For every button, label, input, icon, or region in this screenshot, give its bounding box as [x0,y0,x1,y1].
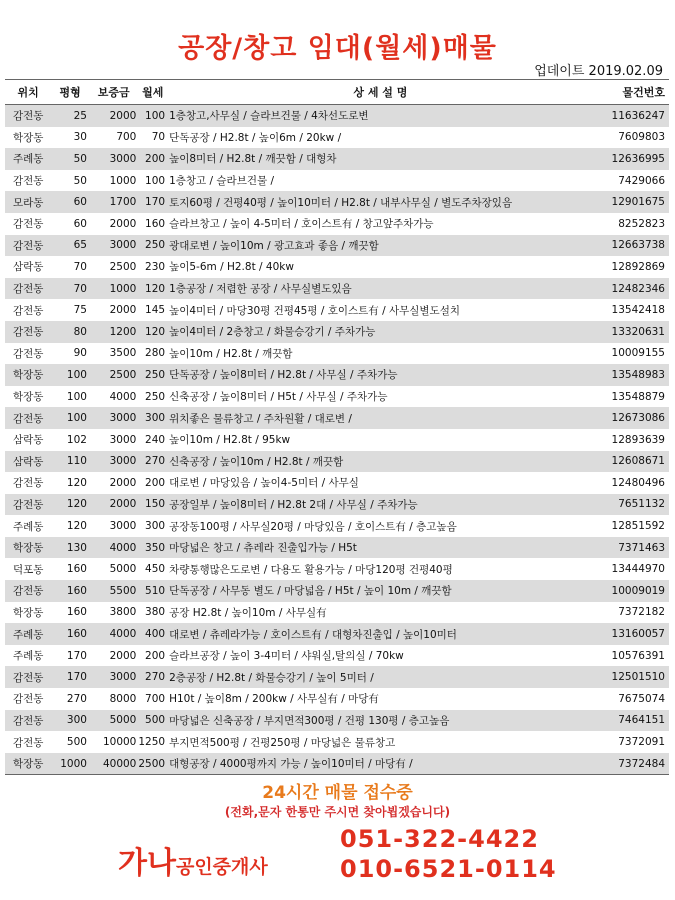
cell-rent: 250 [138,235,167,257]
cell-location: 감전동 [5,580,51,602]
cell-description: 광대로변 / 높이10m / 광고효과 좋음 / 깨끗함 [167,235,594,257]
cell-rent: 450 [145,563,166,576]
cell-listing-id: 7372091 [618,736,665,749]
cell-rent: 200 [145,649,166,662]
cell-listing-id: 12636995 [594,148,669,170]
cell-deposit: 2000 [109,304,137,317]
cell-listing-id: 13548983 [594,364,669,386]
cell-area: 75 [73,304,87,317]
cell-deposit: 1000 [89,278,138,300]
cell-deposit: 1000 [109,174,137,187]
cell-deposit: 700 [116,131,137,144]
cell-description: 높이10m / H2.8t / 깨끗함 [169,347,293,360]
cell-rent: 700 [145,692,166,705]
table-row [5,731,669,753]
cell-location: 감전동 [12,304,44,317]
cell-description: 대로변 / 마당있음 / 높이4-5미터 / 사무실 [169,477,359,490]
cell-listing-id: 12673086 [594,407,669,429]
cell-deposit: 5000 [109,563,137,576]
table-row [5,148,669,170]
cell-description: 단독공장 / 높이8미터 / H2.8t / 사무실 / 주차가능 [167,364,594,386]
cell-area: 60 [73,217,87,230]
cell-rent: 350 [138,537,167,559]
cell-deposit: 4000 [89,537,138,559]
cell-location: 감전동 [12,218,44,231]
cell-location: 감전동 [12,736,44,749]
cell-rent: 2500 [138,753,167,775]
cell-area: 270 [66,692,87,705]
cell-deposit: 2000 [109,217,137,230]
cell-deposit: 1700 [89,191,138,213]
cell-deposit: 3000 [89,666,138,688]
cell-rent: 380 [145,606,166,619]
cell-description: 단독공장 / 사무동 별도 / 마당넓음 / H5t / 높이 10m / 깨끗함 [167,580,594,602]
cell-deposit: 2500 [89,364,138,386]
table-row [5,213,669,235]
cell-listing-id: 12608671 [594,451,669,473]
cell-location: 주례동 [5,623,51,645]
cell-rent: 250 [138,364,167,386]
cell-listing-id: 13320631 [594,321,669,343]
cell-location: 학장동 [5,364,51,386]
cell-deposit: 3800 [109,606,137,619]
table-row [5,451,669,473]
cell-rent: 170 [138,191,167,213]
cell-location: 감전동 [5,710,51,732]
table-row [5,299,669,321]
table-row [5,364,669,386]
cell-description: 부지면적500평 / 건평250평 / 마당넓은 물류창고 [169,736,396,749]
cell-rent: 120 [138,278,167,300]
cell-listing-id: 7609803 [618,131,665,144]
table-row [5,515,669,537]
table-row [5,321,669,343]
cell-deposit: 3000 [109,520,137,533]
cell-listing-id: 13160057 [594,623,669,645]
cell-location: 감전동 [12,693,44,706]
cell-description: 공장일부 / 높이8미터 / H2.8t 2대 / 사무실 / 주차가능 [167,494,594,516]
table-row [5,558,669,580]
table-row [5,386,669,408]
cell-location: 학장동 [12,606,44,619]
cell-listing-id: 12501510 [594,666,669,688]
cell-area: 160 [66,563,87,576]
cell-rent: 100 [145,174,166,187]
listing-table [5,79,669,775]
cell-location: 학장동 [5,537,51,559]
table-row [5,602,669,624]
table-row [5,256,669,278]
cell-deposit: 3500 [109,347,137,360]
cell-location: 감전동 [5,278,51,300]
cell-description: 신축공장 / 높이8미터 / H5t / 사무실 / 주차가능 [169,391,388,404]
cell-listing-id: 12851592 [611,520,665,533]
cell-area: 120 [51,494,89,516]
cell-listing-id: 12892869 [611,260,665,273]
cell-description: 대로변 / 츄레라가능 / 호이스트有 / 대형차진출입 / 높이10미터 [167,623,594,645]
cell-deposit: 2000 [109,476,137,489]
cell-listing-id: 10009019 [594,580,669,602]
cell-location: 삼락동 [12,261,44,274]
cell-description: 1층창고 / 슬라브건물 / [169,175,275,188]
cell-deposit: 4000 [109,390,137,403]
cell-deposit: 2000 [89,494,138,516]
table-row [5,753,669,775]
cell-listing-id: 7675074 [618,692,665,705]
promo-headline: 24시간 매물 접수중 [262,783,413,803]
column-header-deposit: 보증금 [89,80,138,105]
promo-subline: (전화,문자 한통만 주시면 찾아뵙겠습니다) [224,805,451,819]
cell-area: 160 [51,623,89,645]
cell-location: 주례동 [12,650,44,663]
cell-area: 100 [51,364,89,386]
cell-area: 100 [51,407,89,429]
cell-location: 감전동 [5,235,51,257]
cell-location: 학장동 [12,391,44,404]
phone-landline: 051-322-4422 [340,825,539,853]
cell-location: 감전동 [5,666,51,688]
table-header-row [5,80,669,105]
page-title: 공장/창고 임대(월세)매물 [178,33,497,64]
cell-rent: 230 [145,260,166,273]
cell-description: 단독공장 / H2.8t / 높이6m / 20kw / [169,131,342,144]
table-row [5,710,669,732]
cell-location: 감전동 [5,321,51,343]
cell-listing-id: 7372182 [618,606,665,619]
table-row [5,666,669,688]
table-row [5,278,669,300]
table-row [5,127,669,149]
cell-deposit: 5000 [89,710,138,732]
cell-description: 대형공장 / 4000평까지 가능 / 높이10미터 / 마당有 / [167,753,594,775]
cell-location: 삼락동 [5,451,51,473]
cell-deposit: 4000 [89,623,138,645]
column-header-location: 위치 [5,80,51,105]
cell-location: 감전동 [12,175,44,188]
cell-rent: 160 [145,217,166,230]
column-header-rent: 월세 [138,80,167,105]
cell-area: 500 [66,736,87,749]
cell-location: 삼락동 [12,434,44,447]
cell-deposit: 3000 [89,235,138,257]
cell-listing-id: 7372484 [594,753,669,775]
agency-name-main: 가나 [118,846,176,881]
cell-description: 공장 H2.8t / 높이10m / 사무실有 [169,606,327,619]
cell-description: 높이4미터 / 2층창고 / 화물승강기 / 주차가능 [167,321,594,343]
cell-rent: 280 [145,347,166,360]
cell-area: 170 [51,666,89,688]
cell-area: 70 [51,278,89,300]
cell-listing-id: 11636247 [594,105,669,127]
cell-area: 160 [51,580,89,602]
cell-listing-id: 12893639 [611,433,665,446]
table-row [5,429,669,451]
cell-description: 공장동100평 / 사무실20평 / 마당있음 / 호이스트有 / 층고높음 [169,520,457,533]
cell-rent: 145 [145,304,166,317]
cell-deposit: 2000 [109,649,137,662]
cell-description: 슬라브공장 / 높이 3-4미터 / 샤워실,탈의실 / 70kw [169,650,404,663]
cell-listing-id: 12901675 [594,191,669,213]
cell-description: 높이4미터 / 마당30평 건평45평 / 호이스트有 / 사무실별도설치 [169,304,460,317]
table-row [5,580,669,602]
cell-area: 1000 [51,753,89,775]
cell-rent: 70 [151,131,166,144]
cell-listing-id: 12482346 [594,278,669,300]
cell-listing-id: 10009155 [611,347,665,360]
cell-location: 감전동 [12,347,44,360]
cell-location: 학장동 [5,753,51,775]
cell-rent: 250 [145,390,166,403]
table-row [5,343,669,365]
cell-description: 위치좋은 물류창고 / 주차원활 / 대로변 / [167,407,594,429]
cell-description: 높이10m / H2.8t / 95kw [169,434,291,447]
cell-description: 신축공장 / 높이10m / H2.8t / 깨끗함 [167,451,594,473]
cell-location: 감전동 [12,477,44,490]
cell-description: 2층공장 / H2.8t / 화물승강기 / 높이 5미터 / [167,666,594,688]
cell-description: 토지60평 / 건평40평 / 높이10미터 / H2.8t / 내부사무실 / 별도주차장있음 [167,191,594,213]
agency-name [118,838,268,882]
table-row [5,688,669,710]
cell-rent: 270 [138,666,167,688]
cell-listing-id: 10576391 [611,649,665,662]
cell-rent: 270 [138,451,167,473]
cell-area: 160 [66,606,87,619]
table-row [5,235,669,257]
table-row [5,191,669,213]
cell-deposit: 10000 [102,736,137,749]
cell-area: 65 [51,235,89,257]
cell-deposit: 40000 [89,753,138,775]
cell-rent: 300 [145,520,166,533]
cell-location: 주례동 [12,520,44,533]
cell-deposit: 3000 [89,407,138,429]
update-date: 업데이트 2019.02.09 [534,64,663,79]
cell-description: 높이5-6m / H2.8t / 40kw [169,261,294,274]
cell-rent: 200 [138,148,167,170]
phone-mobile: 010-6521-0114 [340,855,557,883]
cell-listing-id: 7429066 [618,174,665,187]
cell-deposit: 3000 [109,433,137,446]
cell-area: 100 [66,390,87,403]
cell-description: 마당넓은 신축공장 / 부지면적300평 / 건평 130평 / 층고높음 [167,710,594,732]
table-row [5,537,669,559]
cell-deposit: 2500 [109,260,137,273]
cell-area: 90 [73,347,87,360]
table-row [5,645,669,667]
table-row [5,170,669,192]
column-header-listing-id: 물건번호 [594,80,669,105]
table-row [5,623,669,645]
cell-area: 130 [51,537,89,559]
column-header-description: 상 세 설 명 [167,80,594,105]
cell-listing-id: 7651132 [594,494,669,516]
cell-area: 30 [73,131,87,144]
cell-rent: 240 [145,433,166,446]
cell-listing-id: 13444970 [611,563,665,576]
cell-location: 학장동 [12,131,44,144]
cell-rent: 150 [138,494,167,516]
cell-rent: 400 [138,623,167,645]
phone-numbers [340,824,557,884]
cell-listing-id: 7371463 [594,537,669,559]
cell-location: 모라동 [5,191,51,213]
cell-area: 60 [51,191,89,213]
cell-deposit: 8000 [109,692,137,705]
cell-deposit: 5500 [89,580,138,602]
cell-deposit: 2000 [89,105,138,127]
cell-area: 70 [73,260,87,273]
cell-deposit: 1200 [89,321,138,343]
cell-rent: 300 [138,407,167,429]
cell-area: 80 [51,321,89,343]
column-header-area: 평형 [51,80,89,105]
table-row [5,407,669,429]
cell-description: 슬라브창고 / 높이 4-5미터 / 호이스트有 / 창고앞주차가능 [169,218,434,231]
cell-deposit: 3000 [89,148,138,170]
cell-description: 마당넓은 창고 / 츄레라 진출입가능 / H5t [167,537,594,559]
cell-description: 1층공장 / 저렴한 공장 / 사무실별도있음 [167,278,594,300]
cell-area: 50 [51,148,89,170]
cell-area: 102 [66,433,87,446]
cell-location: 감전동 [5,494,51,516]
cell-location: 주례동 [5,148,51,170]
cell-area: 120 [66,520,87,533]
cell-location: 감전동 [5,105,51,127]
cell-rent: 120 [138,321,167,343]
table-row [5,472,669,494]
cell-area: 300 [51,710,89,732]
cell-rent: 500 [138,710,167,732]
cell-area: 120 [66,476,87,489]
cell-listing-id: 12663738 [594,235,669,257]
cell-area: 50 [73,174,87,187]
cell-listing-id: 8252823 [618,217,665,230]
cell-rent: 100 [138,105,167,127]
cell-deposit: 3000 [89,451,138,473]
agency-name-sub: 공인중개사 [175,856,268,878]
cell-area: 170 [66,649,87,662]
cell-area: 25 [51,105,89,127]
cell-description: 차량통행많은도로변 / 다용도 활용가능 / 마당120평 건평40평 [169,563,453,576]
cell-description: 높이8미터 / H2.8t / 깨끗함 / 대형차 [167,148,594,170]
cell-listing-id: 13548879 [611,390,665,403]
cell-listing-id: 12480496 [611,476,665,489]
table-row [5,494,669,516]
cell-location: 덕포동 [12,563,44,576]
cell-rent: 1250 [138,736,166,749]
cell-listing-id: 13542418 [611,304,665,317]
cell-area: 110 [51,451,89,473]
cell-rent: 200 [145,476,166,489]
cell-listing-id: 7464151 [594,710,669,732]
table-body [5,105,669,775]
cell-description: H10t / 높이8m / 200kw / 사무실有 / 마당有 [169,693,379,706]
cell-location: 감전동 [5,407,51,429]
cell-rent: 510 [138,580,167,602]
cell-description: 1층창고,사무실 / 슬라브건물 / 4차선도로변 [167,105,594,127]
table-row [5,105,669,127]
